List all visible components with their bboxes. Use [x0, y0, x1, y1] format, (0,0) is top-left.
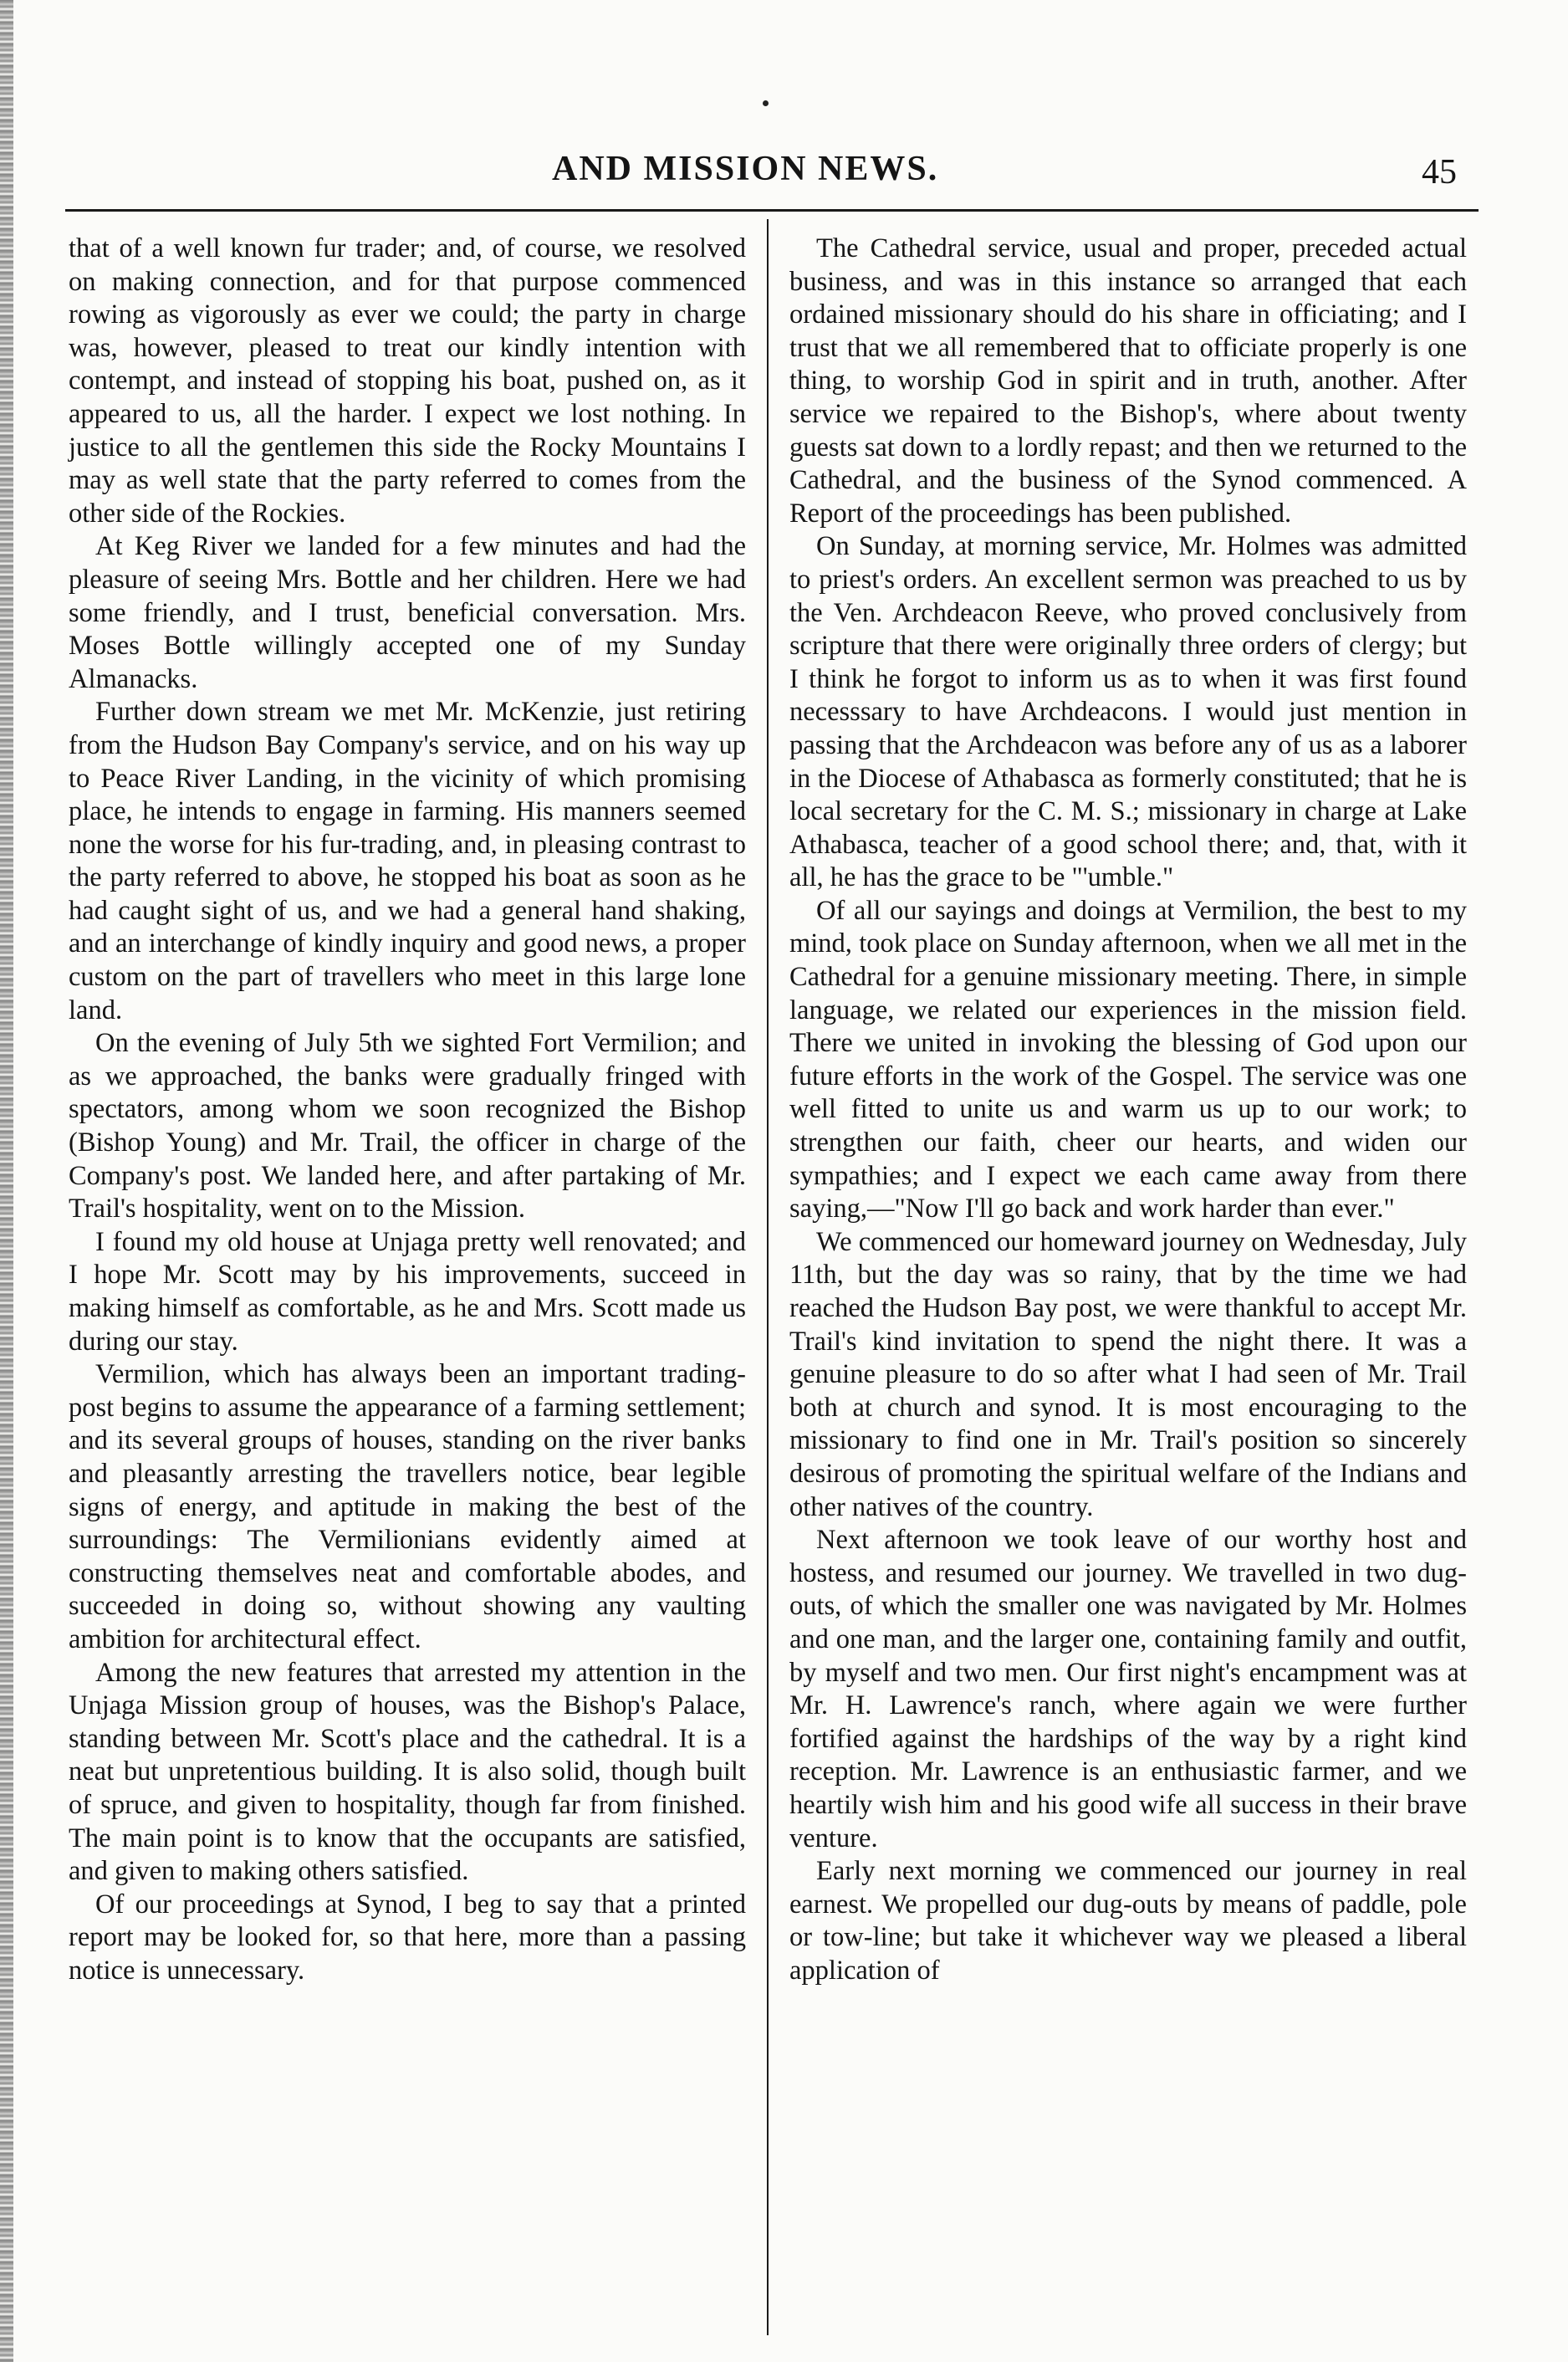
- paragraph: The Cathedral service, usual and proper, preceded actual business, and was in this instance so arranged that each ordained missionary should do his share in officiating; and I trust that we all remembered that to officiate properly is one thing, to worship God in spirit and in truth, another. After service we repaired to the Bishop's, where about twenty guests sat down to a lordly repast; and then we returned to the Cathedral, and the business of the Synod commenced. A Report of the proceedings has been published.: [789, 233, 1467, 529]
- paragraph: On Sunday, at morning service, Mr. Holmes was admitted to priest's orders. An excellent sermon was preached to us by the Ven. Archdeacon Reeve, who proved conclusively from scripture that there were originally three orders of clergy; but I think he forgot to inform us as to when it was first found necesssary to have Archdeacons. I would just mention in passing that the Archdeacon was before any of us as a laborer in the Diocese of Athabasca as formerly constituted; that he is local secretary for the C. M. S.; missionary in charge at Lake Athabasca, teacher of a good school there; and, that, with it all, he has the grace to be "'umble.": [789, 531, 1467, 893]
- column-divider: [767, 219, 769, 2335]
- paragraph: On the evening of July 5th we sighted Fort Vermilion; and as we approached, the banks were gradually fringed with spectators, among whom we soon recognized the Bishop (Bishop Young) and Mr. Trail, the officer in charge of the Company's post. We landed here, and after partaking of Mr. Trail's hospitality, went on to the Mission.: [69, 1028, 746, 1224]
- running-head: AND MISSION NEWS.: [552, 150, 939, 188]
- paragraph: At Keg River we landed for a few minutes and had the pleasure of seeing Mrs. Bottle and her children. Here we had some friendly, and I trust, beneficial conversation. Mrs. Moses Bottle willingly accepted one of my Sunday Almanacks.: [69, 531, 746, 694]
- ink-speck: [763, 100, 769, 106]
- paragraph: Vermilion, which has always been an important trading-post begins to assume the appearance of a farming settlement; and its several groups of houses, standing on the river banks and pleasantly arresting the travellers notice, bear legible signs of energy, and aptitude in making the best of the surroundings: The Vermilionians evidently aimed at constructing themselves neat and comfortable abodes, and succeeded in doing so, without showing any vaulting ambition for architectural effect.: [69, 1359, 746, 1654]
- paragraph: Among the new features that arrested my attention in the Unjaga Mission group of houses, was the Bishop's Palace, standing between Mr. Scott's place and the cathedral. It is a neat but unpretentious building. It is also solid, though built of spruce, and given to hospitality, though far from finished. The main point is to know that the occupants are satisfied, and given to making others satisfied.: [69, 1657, 746, 1887]
- left-column: [69, 233, 746, 1987]
- right-column: [789, 233, 1467, 1987]
- paragraph: Further down stream we met Mr. McKenzie, just retiring from the Hudson Bay Company's service, and on his way up to Peace River Landing, in the vicinity of which promising place, he intends to engage in farming. His manners seemed none the worse for his fur-trading, and, in pleasing contrast to the party referred to above, he stopped his boat as soon as he had caught sight of us, and we had a general hand shaking, and an interchange of kindly inquiry and good news, a proper custom on the part of travellers who meet in this large lone land.: [69, 697, 746, 1025]
- paragraph: Of our proceedings at Synod, I beg to say that a printed report may be looked for, so that here, more than a passing notice is unnecessary.: [69, 1889, 746, 1986]
- paragraph: I found my old house at Unjaga pretty well renovated; and I hope Mr. Scott may by his improvements, succeed in making himself as comfortable, as he and Mrs. Scott made us during our stay.: [69, 1226, 746, 1357]
- page-number: 45: [1422, 153, 1457, 192]
- paragraph: Next afternoon we took leave of our worthy host and hostess, and resumed our journey. We travelled in two dug-outs, of which the smaller one was navigated by Mr. Holmes and one man, and the larger one, containing family and outfit, by myself and two men. Our first night's encampment was at Mr. H. Lawrence's ranch, where again we were further fortified against the hardships of the way by a right kind reception. Mr. Lawrence is an enthusiastic farmer, and we heartily wish him and his good wife all success in their brave venture.: [789, 1525, 1467, 1853]
- paragraph: Early next morning we commenced our journey in real earnest. We propelled our dug-outs by means of paddle, pole or tow-line; but take it whichever way we pleased a liberal application of: [789, 1856, 1467, 1986]
- header-rule: [65, 209, 1479, 212]
- page-binding-edge: [0, 0, 13, 2362]
- paragraph: Of all our sayings and doings at Vermilion, the best to my mind, took place on Sunday afternoon, when we all met in the Cathedral for a genuine missionary meeting. There, in simple language, we related our experiences in the mission field. There we united in invoking the blessing of God upon our future efforts in the work of the Gospel. The service was one well fitted to unite us and warm us up to our work; to strengthen our faith, cheer our hearts, and widen our sympathies; and I expect we each came away from there saying,—"Now I'll go back and work harder than ever.": [789, 895, 1467, 1224]
- paragraph: that of a well known fur trader; and, of course, we resolved on making connection, and for that purpose commenced rowing as vigorously as ever we could; the party in charge was, however, pleased to treat our kindly intention with contempt, and instead of stopping his boat, pushed on, as it appeared to us, all the harder. I expect we lost nothing. In justice to all the gentlemen this side the Rocky Mountains I may as well state that the party referred to comes from the other side of the Rockies.: [69, 233, 746, 529]
- paragraph: We commenced our homeward journey on Wednesday, July 11th, but the day was so rainy, that by the time we had reached the Hudson Bay post, we were thankful to accept Mr. Trail's kind invitation to spend the night there. It was a genuine pleasure to do so after what I had seen of Mr. Trail both at church and synod. It is most encouraging to the missionary to find one in Mr. Trail's position so sincerely desirous of promoting the spiritual welfare of the Indians and other natives of the country.: [789, 1226, 1467, 1522]
